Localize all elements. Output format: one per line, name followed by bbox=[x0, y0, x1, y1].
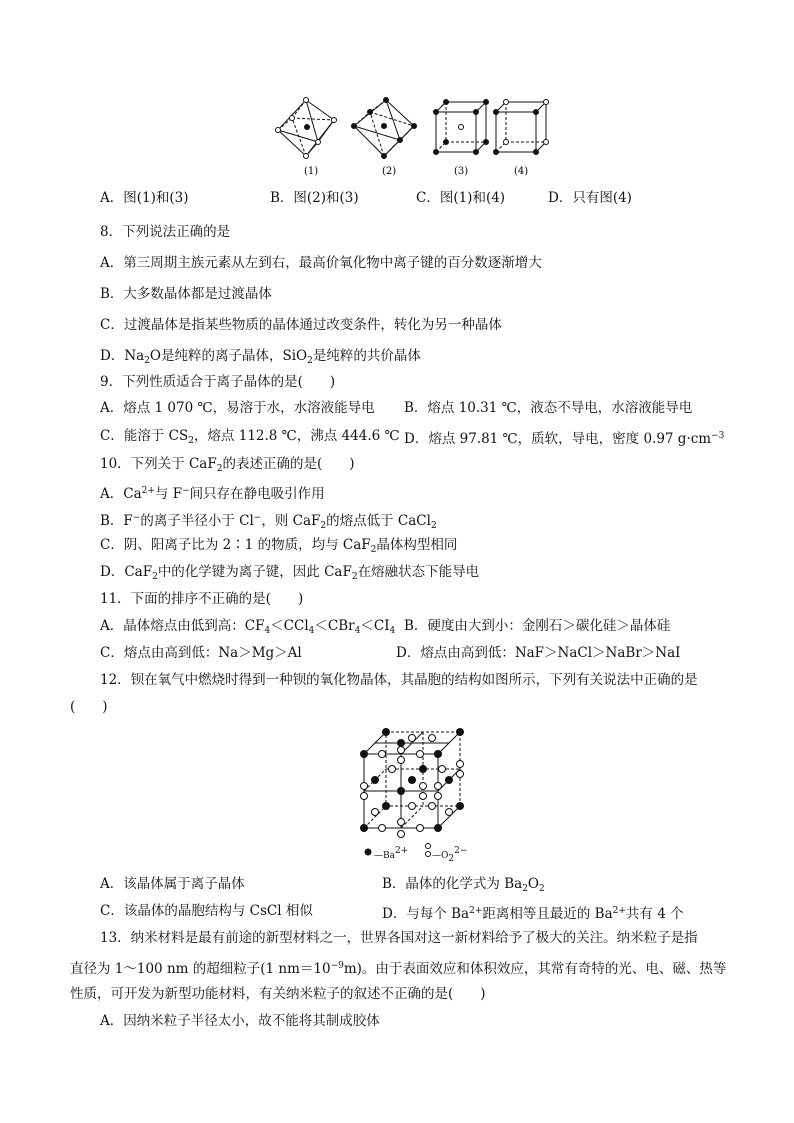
ba-legend-marker bbox=[365, 849, 372, 856]
legend-o2: —O22− bbox=[432, 846, 468, 864]
q13-line-3: 性质，可开发为新型功能材料，有关纳米粒子的叙述不正确的是( ) bbox=[70, 986, 486, 1002]
legend-ba: —Ba2+ bbox=[374, 846, 409, 861]
q8-option-d: D．$Na_2O$是纯粹的离子晶体，SiO$_2$是纯粹的共价晶体 bbox=[100, 348, 421, 366]
q8-option-a: A．第三周期主族元素从左到右，最高价氧化物中离子键的百分数逐渐增大 bbox=[100, 255, 542, 271]
q12-stem: 12．钡在氧气中燃烧时得到一种钡的氧化物晶体，其晶胞的结构如图所示，下列有关说法中正确的是 bbox=[100, 672, 698, 688]
q8-stem: 8．下列说法正确的是 bbox=[100, 224, 231, 240]
figure-4-cube bbox=[494, 100, 549, 155]
q10-option-c: C．阴、阳离子比为 2∶1 的物质，均与 CaF$_2$晶体构型相同 bbox=[100, 537, 458, 555]
q9-option-d: D．熔点 97.81 ℃，质软，导电，密度 0.97 $g\cdot cm^{-3}$ bbox=[404, 431, 725, 447]
figure-4-caption: (4) bbox=[514, 166, 529, 177]
q11-stem: 11．下面的排序不正确的是( ) bbox=[100, 591, 304, 607]
q7-option-b: B．图(2)和(3) bbox=[270, 190, 359, 206]
o2-legend-marker-bottom bbox=[426, 852, 431, 857]
q10-stem: 10．下列关于 CaF$_2$的表述正确的是( ) bbox=[100, 456, 355, 474]
q9-option-a: A．熔点 1 070 ℃，易溶于水，水溶液能导电 bbox=[100, 400, 375, 416]
q7-figures bbox=[0, 96, 794, 180]
figure-2-octahedron bbox=[352, 98, 417, 159]
q8-option-b: B．大多数晶体都是过渡晶体 bbox=[100, 286, 272, 302]
q10-option-a: A．$Ca^{2+}$与 F−间只存在静电吸引作用 bbox=[100, 486, 325, 502]
figure-2-caption: (2) bbox=[382, 166, 397, 177]
q12-option-b: B．晶体的化学式为 $Ba_2O_2$ bbox=[382, 876, 545, 894]
q11-option-a: A．晶体熔点由低到高：$CF_4<CCl_4<CBr_4<CI_4$ bbox=[100, 618, 396, 636]
peroxide-ions bbox=[361, 735, 464, 838]
q13-line-1: 13．纳米材料是最有前途的新型材料之一，世界各国对这一新材料给予了极大的关注。纳米粒子是指 bbox=[100, 930, 698, 946]
q11-option-b: B．硬度由大到小：金刚石＞碳化硅＞晶体硅 bbox=[404, 618, 671, 634]
q9-option-b: B．熔点 10.31 ℃，液态不导电，水溶液能导电 bbox=[404, 400, 693, 416]
baO2-unit-cell-figure bbox=[352, 724, 472, 864]
q13-option-a: A．因纳米粒子半径太小，故不能将其制成胶体 bbox=[100, 1013, 380, 1029]
q8-option-c: C．过渡晶体是指某些物质的晶体通过改变条件，转化为另一种晶体 bbox=[100, 317, 502, 333]
figure-3-cube bbox=[434, 100, 489, 155]
q10-option-b: B．F−的离子半径小于 Cl−，则 CaF$_2$的熔点低于 CaCl$_2$ bbox=[100, 513, 437, 531]
q7-option-c: C．图(1)和(4) bbox=[416, 190, 506, 206]
crystal-structure-figures bbox=[270, 96, 560, 180]
q12-option-d: D．与每个 $Ba^{2+}$距离相等且最近的 $Ba^{2+}$共有 4 个 bbox=[382, 906, 684, 922]
q7-option-a: A．图(1)和(3) bbox=[100, 190, 189, 206]
q13-line-2: 直径为 1～100 nm 的超细粒子(1 $nm=10^{-9}m$)。由于表面效应和体积效应，其常有奇特的光、电、磁、热等 bbox=[70, 961, 727, 977]
q12-option-c: C．该晶体的晶胞结构与 CsCl 相似 bbox=[100, 903, 313, 919]
figure-1-octahedron bbox=[276, 98, 337, 159]
o2-legend-marker-top bbox=[426, 844, 431, 849]
q12-option-a: A．该晶体属于离子晶体 bbox=[100, 876, 245, 892]
q12-answer-paren: ( ) bbox=[70, 699, 108, 715]
q11-option-d: D．熔点由高到低：NaF＞NaCl＞NaBr＞NaI bbox=[396, 645, 681, 661]
q9-stem: 9．下列性质适合于离子晶体的是( ) bbox=[100, 374, 336, 390]
q9-option-c: C．能溶于 $CS_2$，熔点 112.8 ℃，沸点 444.6 ℃ bbox=[100, 428, 400, 446]
q7-option-d: D．只有图(4) bbox=[548, 190, 632, 206]
q11-option-c: C．熔点由高到低：Na＞Mg＞Al bbox=[100, 645, 302, 661]
figure-1-caption: (1) bbox=[304, 166, 319, 177]
q10-option-d: D．CaF$_2$中的化学键为离子键，因此 CaF$_2$在熔融状态下能导电 bbox=[100, 564, 480, 582]
figure-3-caption: (3) bbox=[454, 166, 469, 177]
